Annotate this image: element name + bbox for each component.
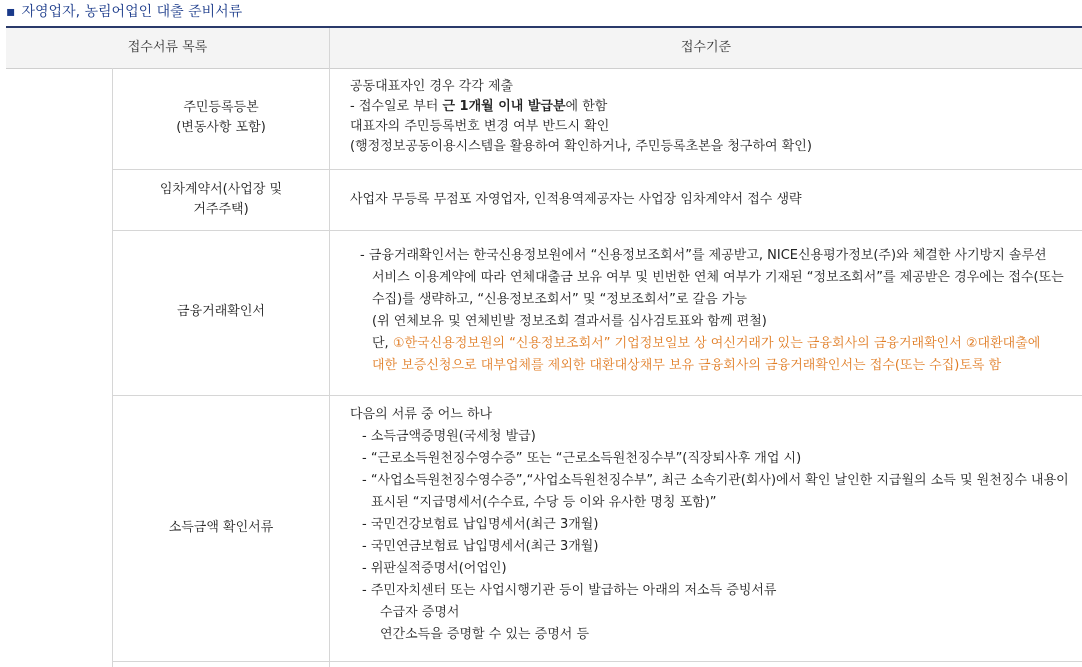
row-content-income-proof	[350, 404, 1070, 646]
column-divider-inner	[329, 28, 330, 667]
bullet-icon: ▪	[6, 4, 16, 20]
row-label-financial-transaction	[113, 302, 329, 322]
row-label-resident-registration	[113, 98, 329, 138]
content-line: 서비스 이용계약에 따라 연체대출금 보유 여부 및 빈번한 연체 여부가 기재된 “정보조회서”를 제공받은 경우에는 접수(또는	[372, 270, 1064, 285]
row-label-line: 주민등록등본	[183, 100, 259, 115]
row-label-line: 임차계약서(사업장 및	[159, 182, 283, 197]
row-label-line: (변동사항 포함)	[176, 120, 266, 135]
content-line: 다음의 서류 중 어느 하나	[350, 407, 493, 422]
column-divider-outer	[112, 68, 113, 667]
list-item: 표시된 “지급명세서(수수료, 수당 등 이와 유사한 명칭 포함)”	[371, 495, 717, 510]
content-line: 공동대표자인 경우 각각 제출	[350, 79, 514, 94]
content-line: 대표자의 주민등록번호 변경 여부 반드시 확인	[350, 119, 610, 134]
content-line: - 접수일로 부터 근 1개월 이내 발급분에 한함	[350, 99, 608, 114]
content-line: (위 연체보유 및 연체빈발 정보조회 결과서를 심사검토표와 함께 편철)	[372, 314, 767, 329]
list-item: - “사업소득원천징수영수증”,“사업소득원천징수부”, 최근 소속기관(회사)에서 확인 날인한 지급월의 소득 및 원천징수 내용이	[362, 473, 1069, 488]
list-item: 연간소득을 증명할 수 있는 증명서 등	[380, 627, 590, 642]
list-item: 수급자 증명서	[380, 605, 460, 620]
column-header-documents: 접수서류 목록	[6, 28, 329, 69]
row-label-income-proof	[113, 518, 329, 538]
column-header-criteria: 접수기준	[330, 28, 1082, 69]
row-label-lease-contract	[113, 180, 329, 220]
row-label-line: 거주주택)	[193, 202, 249, 217]
section-title	[6, 1, 242, 23]
section-title-text: 자영업자, 농림어업인 대출 준비서류	[21, 4, 243, 20]
list-item: - “근로소득원천징수영수증” 또는 “근로소득원천징수부”(직장퇴사후 개업 시)	[362, 451, 802, 466]
content-line: - 금융거래확인서는 한국신용정보원에서 “신용정보조회서”를 제공받고, NICE신용평가정보(주)와 체결한 사기방지 솔루션	[360, 248, 1047, 263]
content-line: (행정정보공동이용시스템을 활용하여 확인하거나, 주민등록초본을 청구하여 확인)	[350, 139, 812, 154]
row-label-line: 소득금액 확인서류	[168, 520, 274, 535]
row-divider	[113, 395, 1082, 396]
highlight-text: ①한국신용정보원의 “신용정보조회서” 기업정보일보 상 여신거래가 있는 금융회사의 금융거래확인서 ②대환대출에	[392, 336, 1041, 351]
list-item: - 주민자치센터 또는 사업시행기관 등이 발급하는 아래의 저소득 증빙서류	[362, 583, 777, 598]
row-divider	[113, 169, 1082, 170]
content-line: 단, ①한국신용정보원의 “신용정보조회서” 기업정보일보 상 여신거래가 있는 금융회사의 금융거래확인서 ②대환대출에	[372, 336, 1041, 351]
list-item: - 위판실적증명서(어업인)	[362, 561, 507, 576]
list-item: - 소득금액증명원(국세청 발급)	[362, 429, 536, 444]
list-item: - 국민건강보험료 납입명세서(최근 3개월)	[362, 517, 599, 532]
row-content-financial-transaction	[360, 245, 1080, 377]
emphasis-text: 근 1개월 이내 발급분	[442, 99, 566, 114]
content-line: 수집)를 생략하고, “신용정보조회서” 및 “정보조회서”로 갈음 가능	[372, 292, 747, 307]
row-label-line: 금융거래확인서	[177, 304, 265, 319]
row-content-lease-contract	[350, 189, 1070, 210]
row-content-resident-registration	[350, 77, 1070, 157]
row-divider	[113, 230, 1082, 231]
highlight-text: 대한 보증신청으로 대부업체를 제외한 대환대상채무 보유 금융회사의 금융거래확인서는 접수(또는 수집)토록 함	[372, 358, 1002, 373]
list-item: - 국민연금보험료 납입명세서(최근 3개월)	[362, 539, 599, 554]
content-line: 사업자 무등록 무점포 자영업자, 인적용역제공자는 사업장 임차계약서 접수 생략	[350, 192, 802, 207]
row-divider	[113, 661, 1082, 662]
